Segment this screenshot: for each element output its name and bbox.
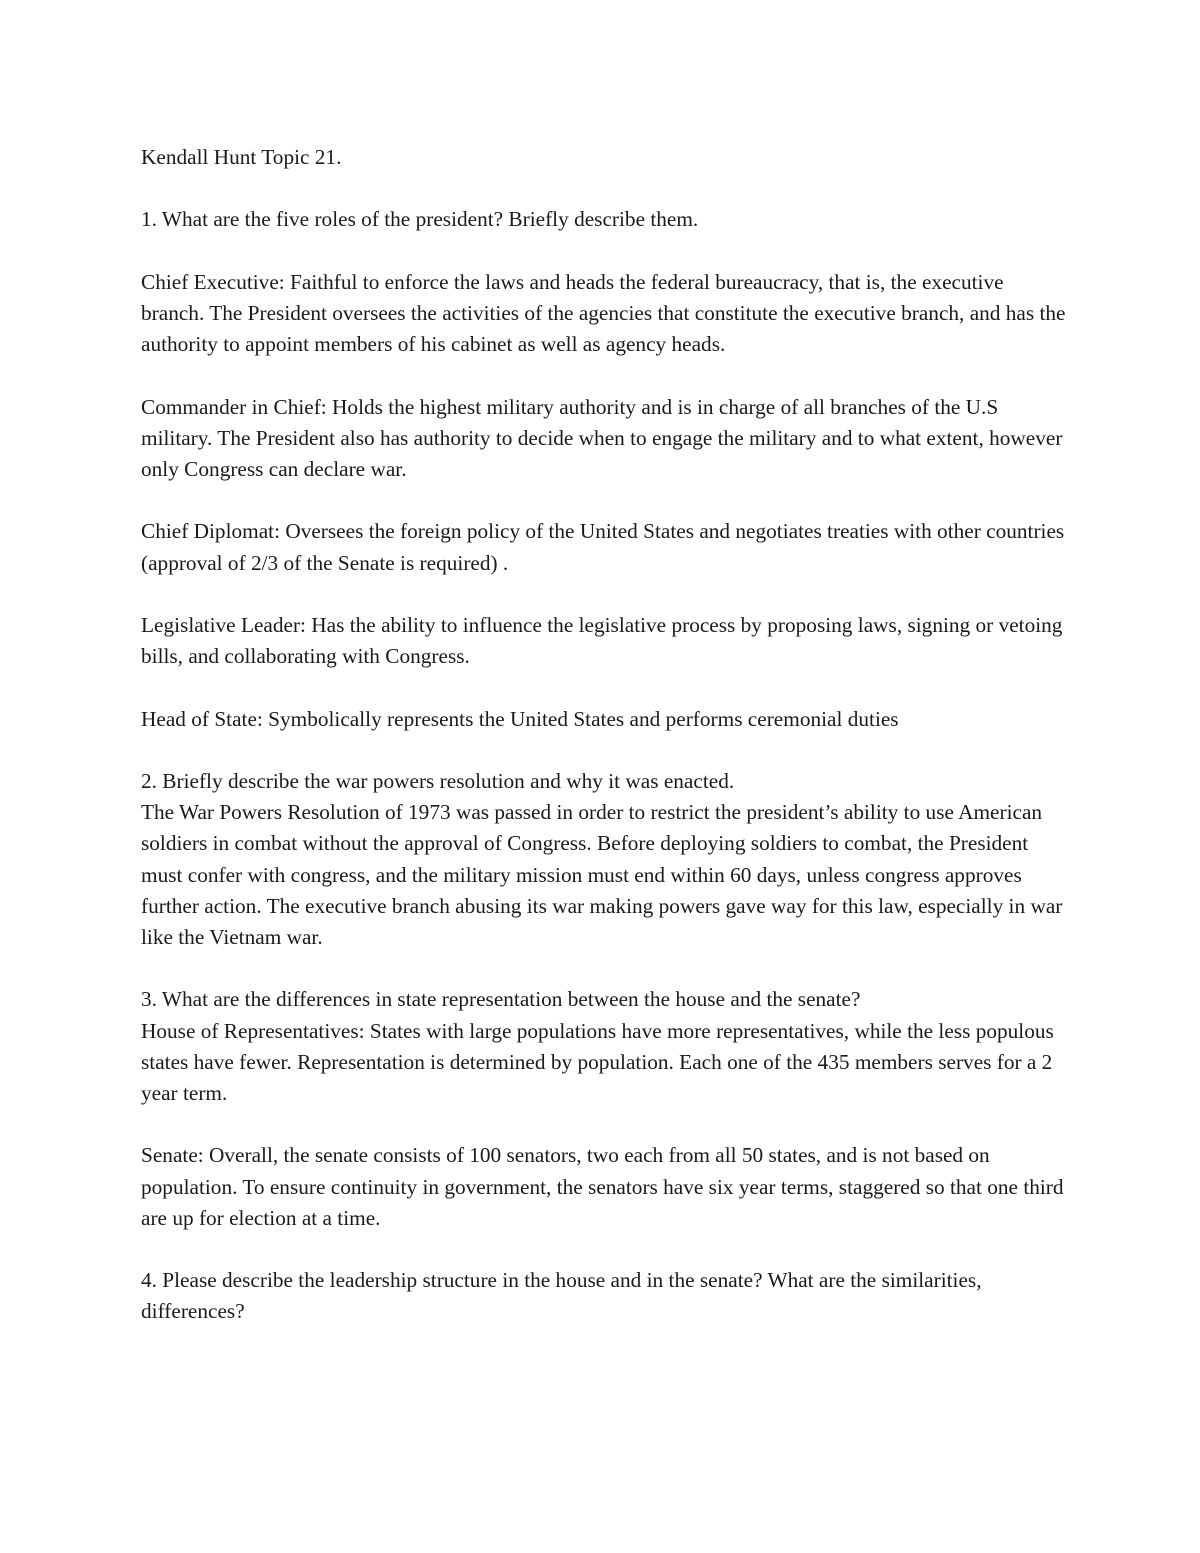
- spacer: [141, 953, 1071, 984]
- answer-senate: Senate: Overall, the senate consists of 100 senators, two each from all 50 states, and is not based on population. To ensure continuity in government, the senators have six year terms, staggered so that one third are up for election at a time.: [141, 1143, 1069, 1230]
- spacer: [141, 485, 1071, 516]
- question-3: 3. What are the differences in state representation between the house and the senate?: [141, 987, 861, 1012]
- question-2: 2. Briefly describe the war powers resolution and why it was enacted.: [141, 768, 735, 793]
- spacer: [141, 1109, 1071, 1140]
- question-4: 4. Please describe the leadership structure in the house and in the senate? What are the similarities, differences?: [141, 1268, 987, 1324]
- spacer: [141, 672, 1071, 703]
- document-body: [141, 142, 1071, 1328]
- spacer: [141, 1234, 1071, 1265]
- question-1: 1. What are the five roles of the president? Briefly describe them.: [141, 207, 699, 232]
- answer-war-powers: The War Powers Resolution of 1973 was passed in order to restrict the president’s ability to use American soldiers in combat without the approval of Congress. Before deploying soldiers to combat, the President must confer with congress, and the military mission must end within 60 days, unless congress approves further action. The executive branch abusing its war making powers gave way for this law, especially in war like the Vietnam war.: [141, 800, 1068, 949]
- document-title: Kendall Hunt Topic 21.: [141, 145, 342, 169]
- answer-head-of-state: Head of State: Symbolically represents the United States and performs ceremonial duties: [141, 706, 899, 731]
- answer-house: House of Representatives: States with large populations have more representatives, while the less populous states have fewer. Representation is determined by population. Each one of the 435 members serves for a 2 year term.: [141, 1018, 1060, 1105]
- answer-legislative-leader: Legislative Leader: Has the ability to influence the legislative process by proposing laws, signing or vetoing bills, and collaborating with Congress.: [141, 612, 1068, 669]
- spacer: [141, 360, 1071, 391]
- answer-chief-executive: Chief Executive: Faithful to enforce the laws and heads the federal bureaucracy, that is, the executive branch. The President oversees the activities of the agencies that constitute the executive branch, and has the authority to appoint members of his cabinet as well as agency heads.: [141, 269, 1071, 357]
- spacer: [141, 735, 1071, 766]
- spacer: [141, 579, 1071, 610]
- answer-commander-in-chief: Commander in Chief: Holds the highest military authority and is in charge of all branches of the U.S military. The President also has authority to decide when to engage the military and to what extent, however only Congress can declare war.: [141, 394, 1068, 481]
- answer-chief-diplomat: Chief Diplomat: Oversees the foreign policy of the United States and negotiates treaties with other countries (approval of 2/3 of the Senate is required) .: [141, 519, 1070, 575]
- spacer: [141, 236, 1071, 267]
- spacer: [141, 173, 1071, 204]
